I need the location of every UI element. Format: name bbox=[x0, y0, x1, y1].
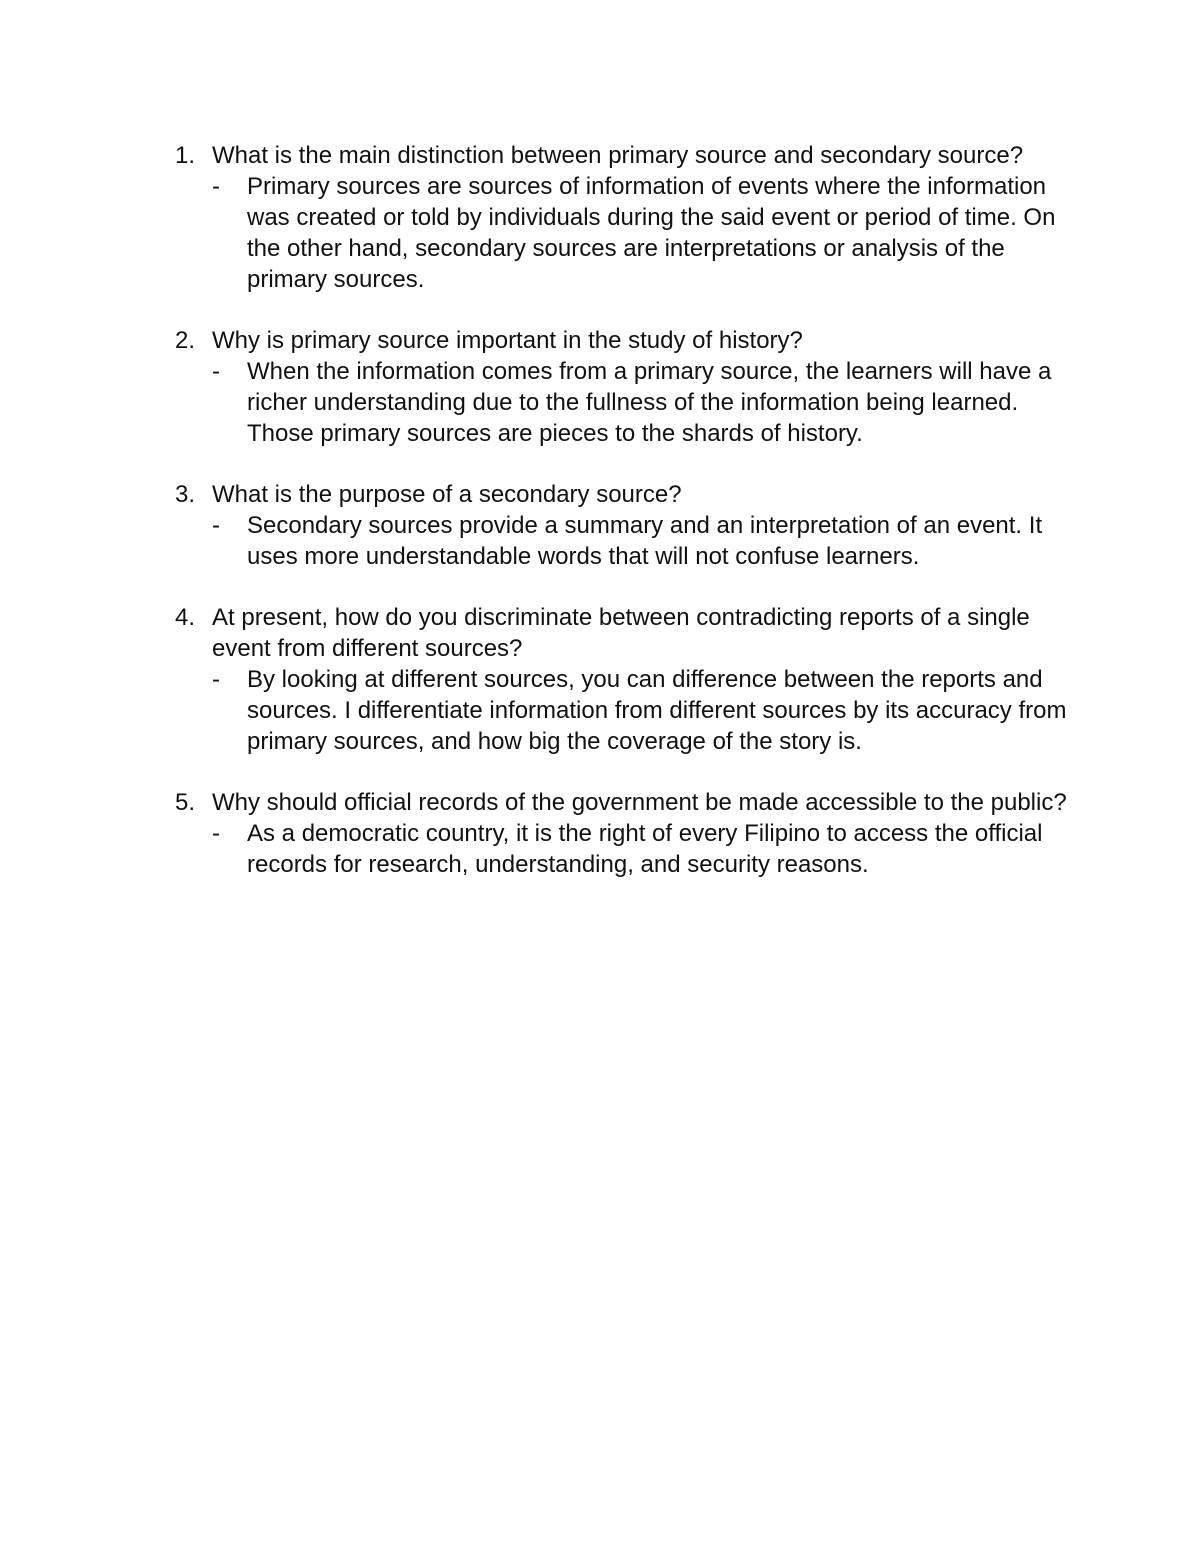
dash-bullet: - bbox=[212, 820, 220, 847]
answer-text bbox=[172, 818, 1072, 880]
dash-bullet: - bbox=[212, 358, 220, 385]
question-number: 1. bbox=[175, 142, 196, 169]
question-number: 2. bbox=[175, 327, 196, 354]
question-body: What is the main distinction between primary source and secondary source? bbox=[212, 142, 1024, 169]
answer-body: Primary sources are sources of information of events where the information was created or told by individuals during the said event or period of time. On the other hand, secondary sources are interpretations or analysis of the primary sources. bbox=[247, 173, 1056, 293]
question-body: Why should official records of the government be made accessible to the public? bbox=[212, 789, 1067, 816]
answer-text bbox=[172, 171, 1072, 295]
question-text bbox=[172, 479, 1072, 510]
answer-body: Secondary sources provide a summary and an interpretation of an event. It uses more understandable words that will not confuse learners. bbox=[247, 512, 1043, 570]
answer-text bbox=[172, 510, 1072, 572]
answer-body: As a democratic country, it is the right of every Filipino to access the official records for research, understanding, and security reasons. bbox=[247, 820, 1043, 878]
dash-bullet: - bbox=[212, 666, 220, 693]
question-list bbox=[172, 140, 1072, 910]
question-text bbox=[172, 602, 1072, 664]
question-item-2 bbox=[172, 325, 1072, 449]
question-item-5 bbox=[172, 787, 1072, 880]
question-text bbox=[172, 325, 1072, 356]
answer-body: By looking at different sources, you can difference between the reports and sources. I differentiate information from different sources by its accuracy from primary sources, and how big the coverage of the story is. bbox=[247, 666, 1067, 755]
answer-text bbox=[172, 356, 1072, 449]
question-text bbox=[172, 140, 1072, 171]
question-body: What is the purpose of a secondary source? bbox=[212, 481, 682, 508]
question-item-3 bbox=[172, 479, 1072, 572]
question-body: Why is primary source important in the study of history? bbox=[212, 327, 803, 354]
question-number: 5. bbox=[175, 789, 196, 816]
answer-text bbox=[172, 664, 1072, 757]
question-number: 3. bbox=[175, 481, 196, 508]
question-number: 4. bbox=[175, 604, 196, 631]
question-text bbox=[172, 787, 1072, 818]
question-body: At present, how do you discriminate between contradicting reports of a single event from different sources? bbox=[212, 604, 1030, 662]
question-item-1 bbox=[172, 140, 1072, 295]
answer-body: When the information comes from a primary source, the learners will have a richer understanding due to the fullness of the information being learned. Those primary sources are pieces to the shards of history. bbox=[247, 358, 1052, 447]
question-item-4 bbox=[172, 602, 1072, 757]
dash-bullet: - bbox=[212, 512, 220, 539]
dash-bullet: - bbox=[212, 173, 220, 200]
